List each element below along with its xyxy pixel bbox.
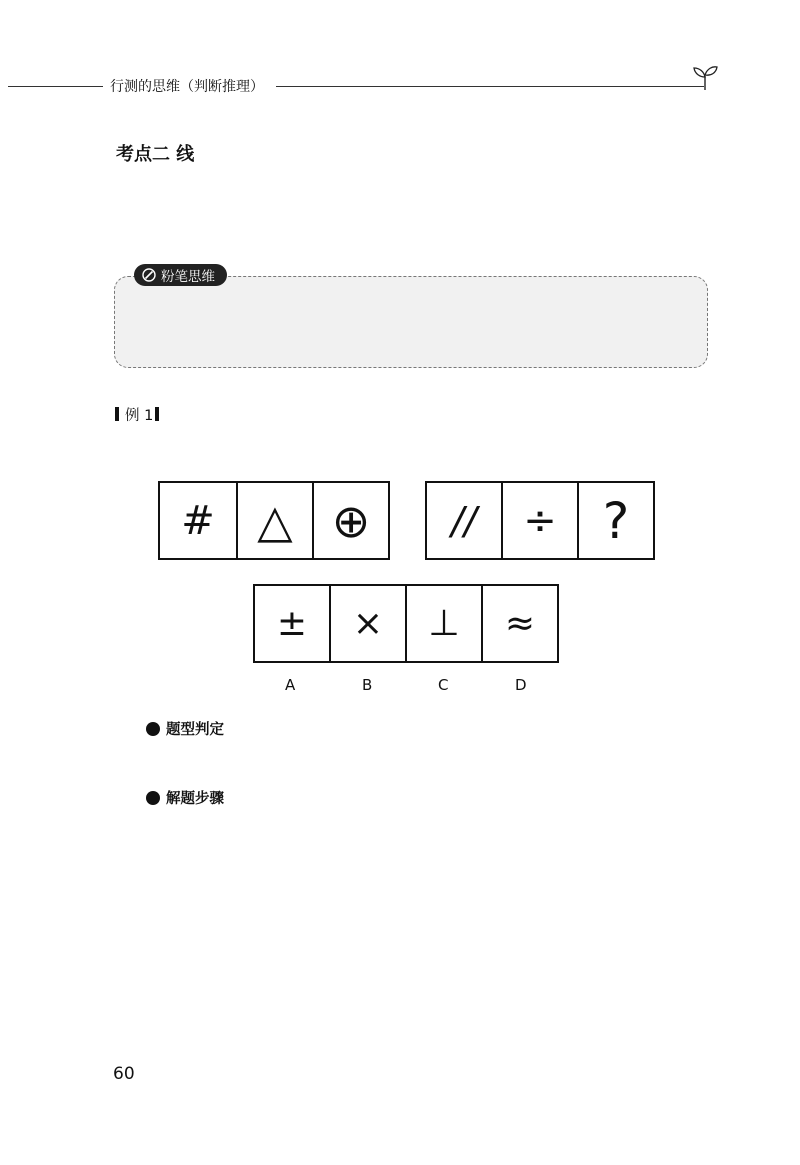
header-title: 行测的思维（判断推理） bbox=[110, 79, 264, 95]
triangle-symbol: △ bbox=[257, 493, 293, 548]
tip-badge-label: 粉笔思维 bbox=[161, 269, 215, 285]
puzzle-cell bbox=[425, 481, 503, 560]
tip-badge bbox=[134, 264, 227, 286]
question-mark-symbol: ? bbox=[602, 491, 630, 550]
option-cell bbox=[329, 584, 407, 663]
option-cell bbox=[481, 584, 559, 663]
answer-options bbox=[253, 584, 559, 663]
tip-box bbox=[114, 276, 708, 368]
option-cell bbox=[253, 584, 331, 663]
option-letter: C bbox=[438, 676, 449, 694]
example-bar-right bbox=[155, 407, 159, 421]
example-question bbox=[113, 400, 713, 433]
running-header bbox=[8, 66, 708, 96]
example-label: 例 1 bbox=[125, 408, 154, 424]
plus-minus-symbol: ± bbox=[276, 603, 308, 644]
sprout-icon bbox=[692, 64, 718, 90]
hash-symbol: # bbox=[181, 497, 215, 544]
option-letter: B bbox=[362, 676, 373, 694]
steps-label: 解题步骤 bbox=[166, 791, 224, 807]
type-label: 题型判定 bbox=[166, 722, 224, 738]
approx-symbol: ≈ bbox=[504, 603, 536, 644]
option-cell bbox=[405, 584, 483, 663]
chalk-icon bbox=[142, 268, 156, 282]
steps-icon bbox=[146, 791, 160, 805]
example-bar-left bbox=[115, 407, 119, 421]
header-rule-left bbox=[8, 86, 103, 87]
page-number: 60 bbox=[113, 1064, 135, 1084]
option-letter: A bbox=[285, 676, 296, 694]
type-heading bbox=[146, 718, 224, 739]
gear-icon bbox=[146, 722, 160, 736]
puzzle-cell bbox=[312, 481, 390, 560]
header-rule-right bbox=[276, 86, 704, 87]
puzzle-group-2 bbox=[425, 481, 655, 560]
times-symbol: × bbox=[352, 603, 384, 644]
puzzle-cell bbox=[577, 481, 655, 560]
option-letter: D bbox=[515, 676, 527, 694]
perpendicular-symbol: ⊥ bbox=[428, 603, 460, 644]
puzzle-cell bbox=[501, 481, 579, 560]
circle-plus-symbol: ⊕ bbox=[331, 493, 371, 548]
divide-symbol: ÷ bbox=[523, 497, 557, 544]
steps-heading bbox=[146, 787, 224, 808]
puzzle-cell bbox=[158, 481, 238, 560]
double-slash-symbol: // bbox=[451, 498, 477, 543]
puzzle-cell bbox=[236, 481, 314, 560]
puzzle-group-1 bbox=[158, 481, 390, 560]
section-title: 考点二 线 bbox=[116, 144, 195, 165]
